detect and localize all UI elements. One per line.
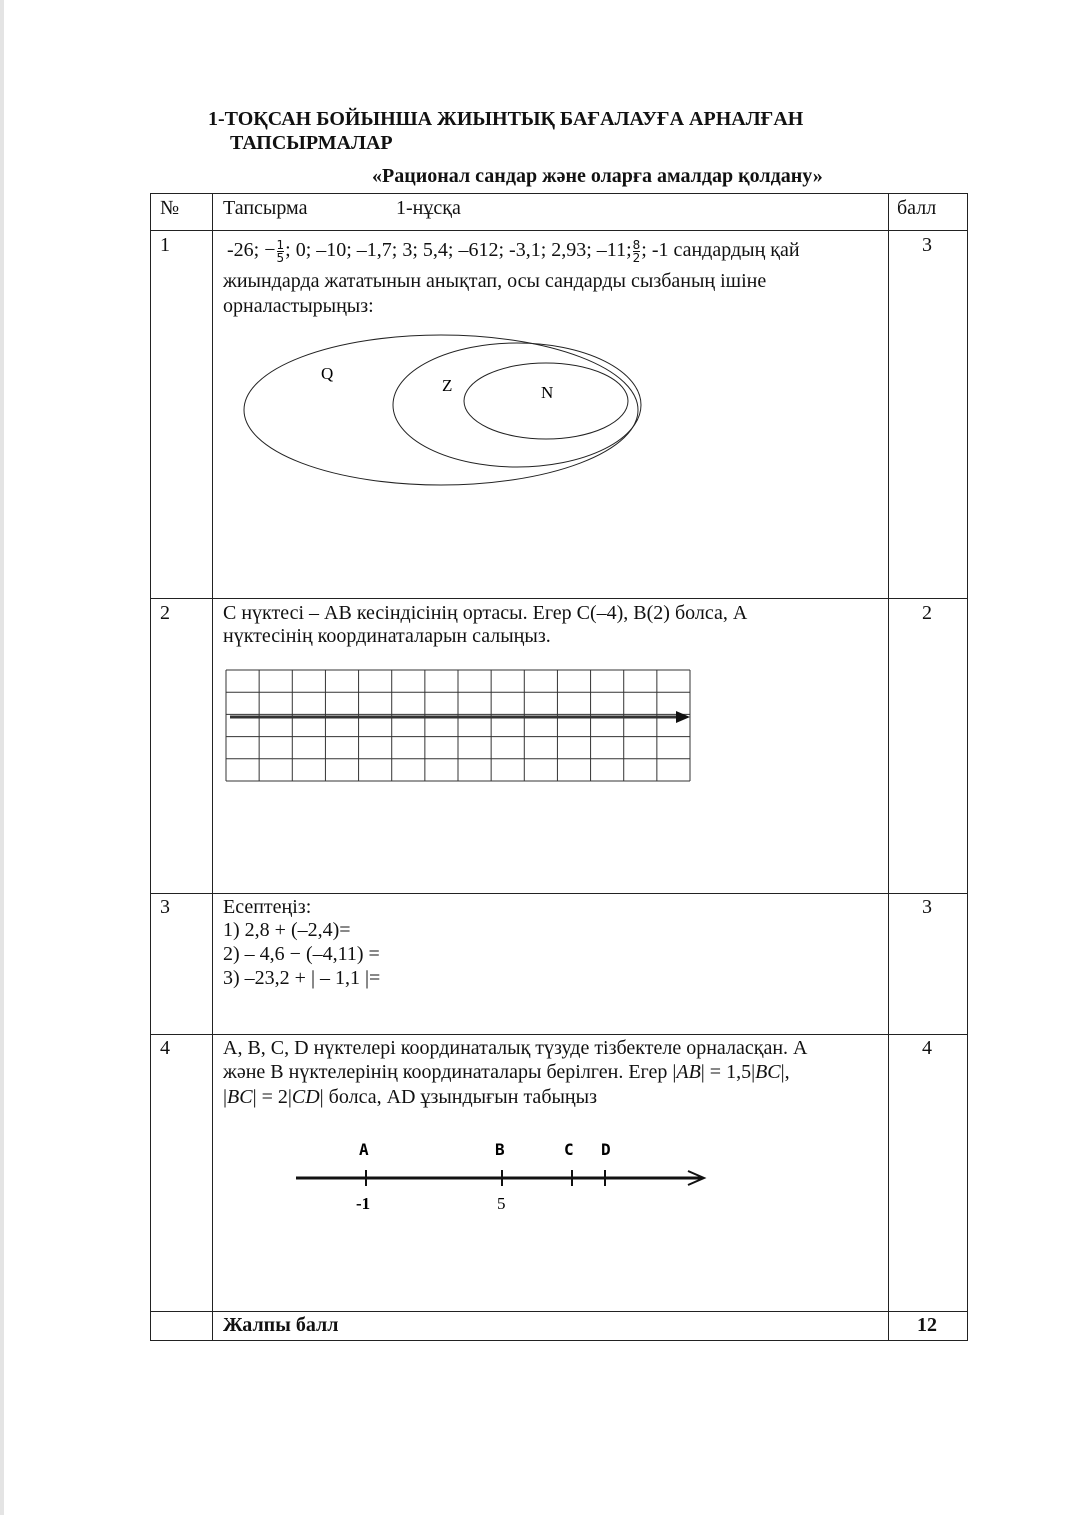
set-z-label: Z — [442, 376, 453, 395]
header-task: Тапсырма — [223, 197, 308, 219]
task1-line3: орналастырыңыз: — [223, 295, 374, 317]
header-score: балл — [897, 197, 937, 219]
task4-line2: және В нүктелерінің координаталары берілген. Егер |AB| = 1,5|BC|, — [223, 1061, 790, 1083]
row-number: 1 — [160, 234, 170, 256]
row-number: 3 — [160, 896, 170, 918]
task4-line3: |BC| = 2|CD| болса, AD ұзындығын табыңыз — [223, 1086, 597, 1108]
row-score: 4 — [922, 1037, 932, 1059]
doc-title-line1: 1-ТОҚСАН БОЙЫНША ЖИЫНТЫҚ БАҒАЛАУҒА АРНАЛҒАН — [208, 108, 804, 130]
task1-text: ; -1 сандардың қай — [641, 239, 800, 261]
doc-title-line2: ТАПСЫРМАЛАР — [230, 132, 393, 154]
row-score: 3 — [922, 234, 932, 256]
header-variant: 1-нұсқа — [396, 197, 461, 219]
coordinate-line — [4, 0, 1065, 1230]
row-number: 4 — [160, 1037, 170, 1059]
task2-line2: нүктесінің координаталарын салыңыз. — [223, 625, 551, 647]
fraction: $\frac{8}{2}$ — [632, 237, 641, 265]
tick-label-b: 5 — [497, 1194, 506, 1213]
task1-line2: жиындарда жататынын анықтап, осы сандарды сызбаның ішіне — [223, 270, 767, 292]
point-c-label: C — [564, 1140, 574, 1159]
doc-subtitle: «Рационал сандар және оларға амалдар қолдану» — [372, 165, 823, 187]
row-score: 3 — [922, 896, 932, 918]
set-n-label: N — [541, 383, 554, 402]
fraction: $\frac{1}{5}$ — [276, 237, 285, 265]
task3-item: 2) – 4,6 − (–4,11) = — [223, 943, 380, 965]
header-no: № — [160, 197, 180, 219]
tick-label-a: -1 — [356, 1194, 371, 1213]
point-a-label: A — [359, 1140, 369, 1159]
task4-line1: A, B, C, D нүктелері координаталық түзуде тізбектеле орналасқан. А — [223, 1037, 808, 1059]
total-score: 12 — [917, 1314, 937, 1336]
task1-text: -26; − — [227, 239, 276, 261]
task3-heading: Есептеңіз: — [223, 896, 312, 918]
task2-line1: С нүктесі – АВ кесіндісінің ортасы. Егер С(–4), В(2) болса, А — [223, 602, 748, 624]
task1-text: ; 0; –10; –1,7; 3; 5,4; –612; -3,1; 2,93; –11; — [285, 239, 632, 261]
point-b-label: B — [495, 1140, 505, 1159]
task3-item: 3) –23,2 + | – 1,1 |= — [223, 967, 381, 989]
row-score: 2 — [922, 602, 932, 624]
point-d-label: D — [601, 1140, 611, 1159]
row-number: 2 — [160, 602, 170, 624]
task3-item: 1) 2,8 + (–2,4)= — [223, 919, 351, 941]
total-label: Жалпы балл — [223, 1314, 339, 1336]
set-q-label: Q — [321, 364, 334, 383]
